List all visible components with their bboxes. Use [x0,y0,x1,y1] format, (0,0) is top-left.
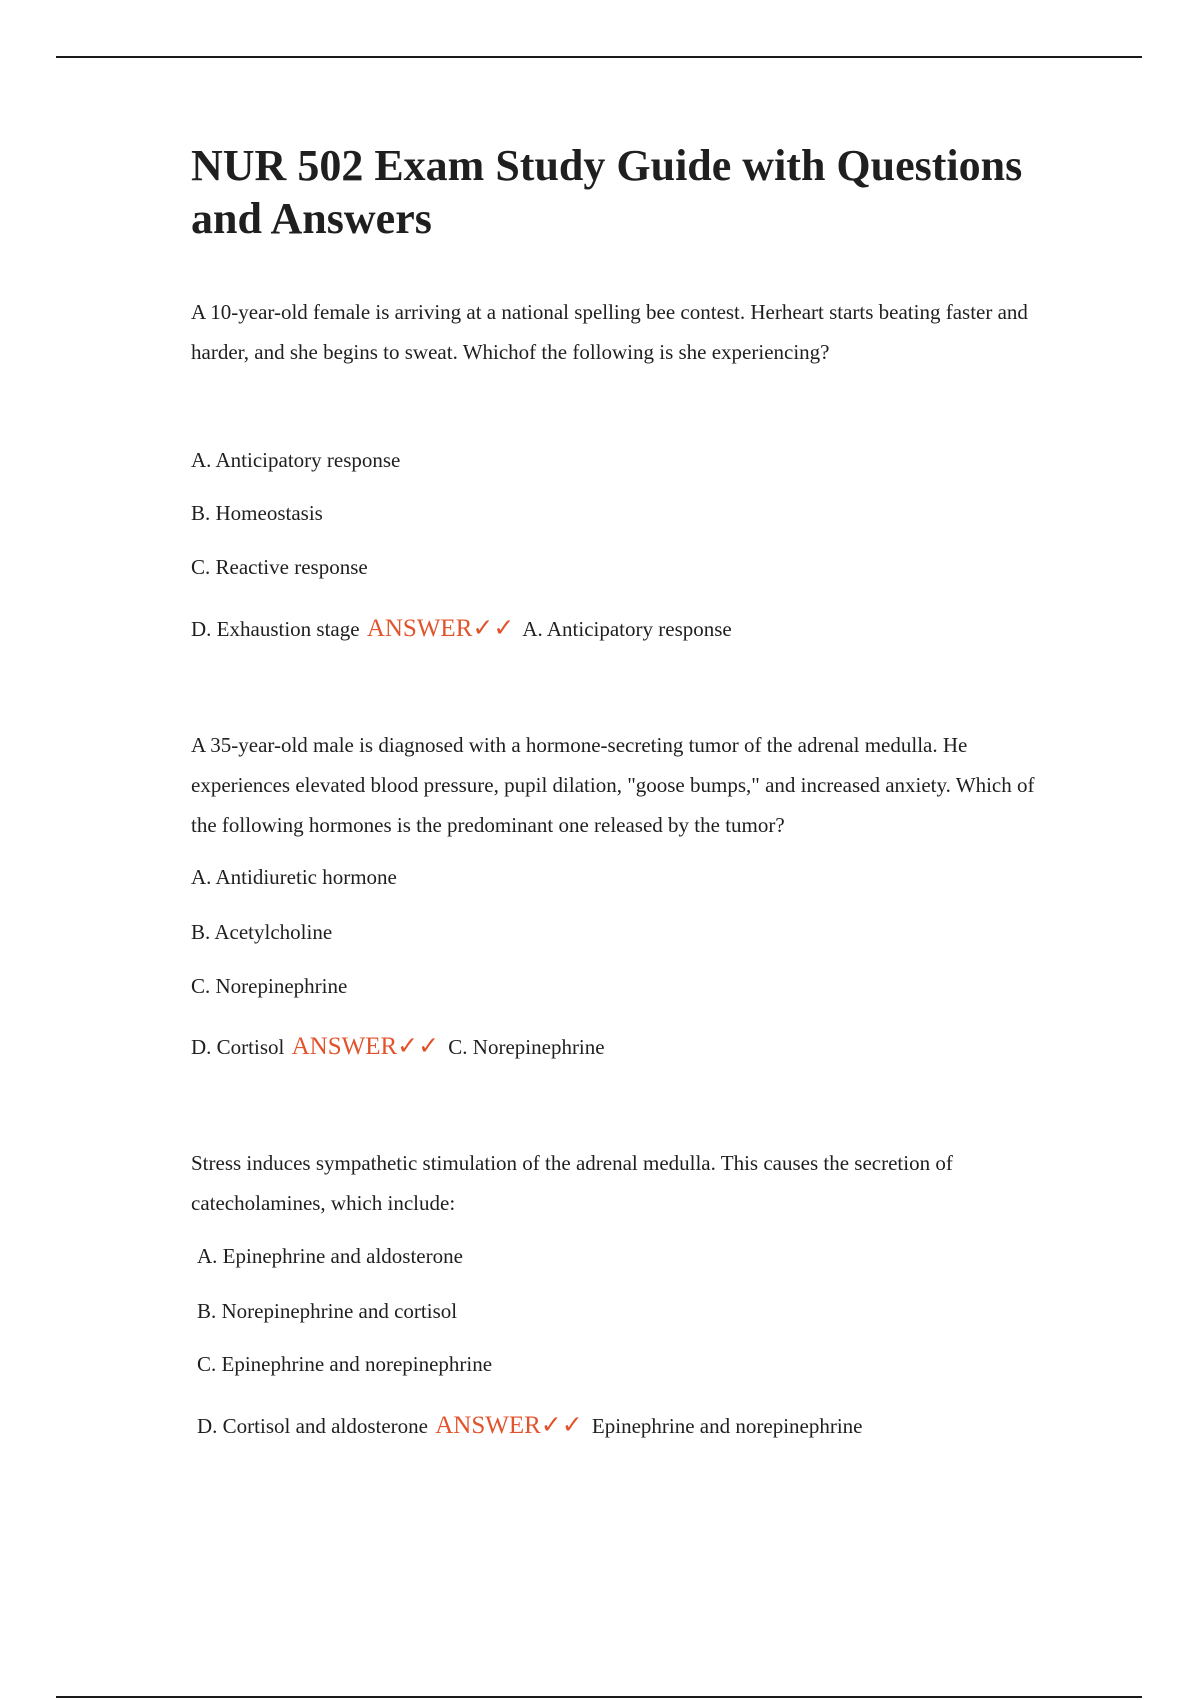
question-1-option-d-text: D. Exhaustion stage [191,617,360,641]
question-1-option-a: A. Anticipatory response [191,448,401,472]
bottom-rule [56,1696,1142,1698]
question-3-option-a: A. Epinephrine and aldosterone [197,1244,463,1268]
question-2-option-c: C. Norepinephrine [191,974,348,998]
question-1-prompt: A 10-year-old female is arriving at a national spelling bee contest. Herheart starts beating faster and harder, and she begins to sweat. Whichof the following is she experiencing? [191,300,1028,364]
question-2-prompt: A 35-year-old male is diagnosed with a hormone-secreting tumor of the adrenal medulla. He experiences elevated blood pressure, pupil dilation, "goose bumps," and increased anxiety. Which of the following hormones is the predominant one released by the tumor? [191,733,1035,837]
question-2-answer: C. Norepinephrine [448,1035,605,1059]
question-3-option-d-text: D. Cortisol and aldosterone [197,1414,428,1438]
question-3-answer: Epinephrine and norepinephrine [591,1414,863,1438]
question-1-option-d [191,615,732,643]
question-1-answer-label: ANSWER✓✓ [366,615,515,642]
question-3-option-b: B. Norepinephrine and cortisol [197,1299,458,1323]
question-3-option-d [197,1412,863,1440]
question-2-option-a: A. Antidiuretic hormone [191,865,397,889]
question-2-option-d [191,1033,605,1061]
page-title: NUR 502 Exam Study Guide with Questions and Answers [191,141,1023,243]
question-1-option-c: C. Reactive response [191,555,368,579]
question-1-answer: A. Anticipatory response [522,617,732,641]
question-2-option-d-text: D. Cortisol [191,1035,285,1059]
question-3-answer-label: ANSWER✓✓ [435,1412,583,1439]
question-2-option-b: B. Acetylcholine [191,920,333,944]
question-1-option-b: B. Homeostasis [191,501,323,525]
question-2-answer-label: ANSWER✓✓ [291,1033,440,1060]
question-3-prompt: Stress induces sympathetic stimulation of the adrenal medulla. This causes the secretion of catecholamines, which include: [191,1151,953,1215]
question-3-option-c: C. Epinephrine and norepinephrine [197,1352,493,1376]
top-rule [56,56,1142,58]
